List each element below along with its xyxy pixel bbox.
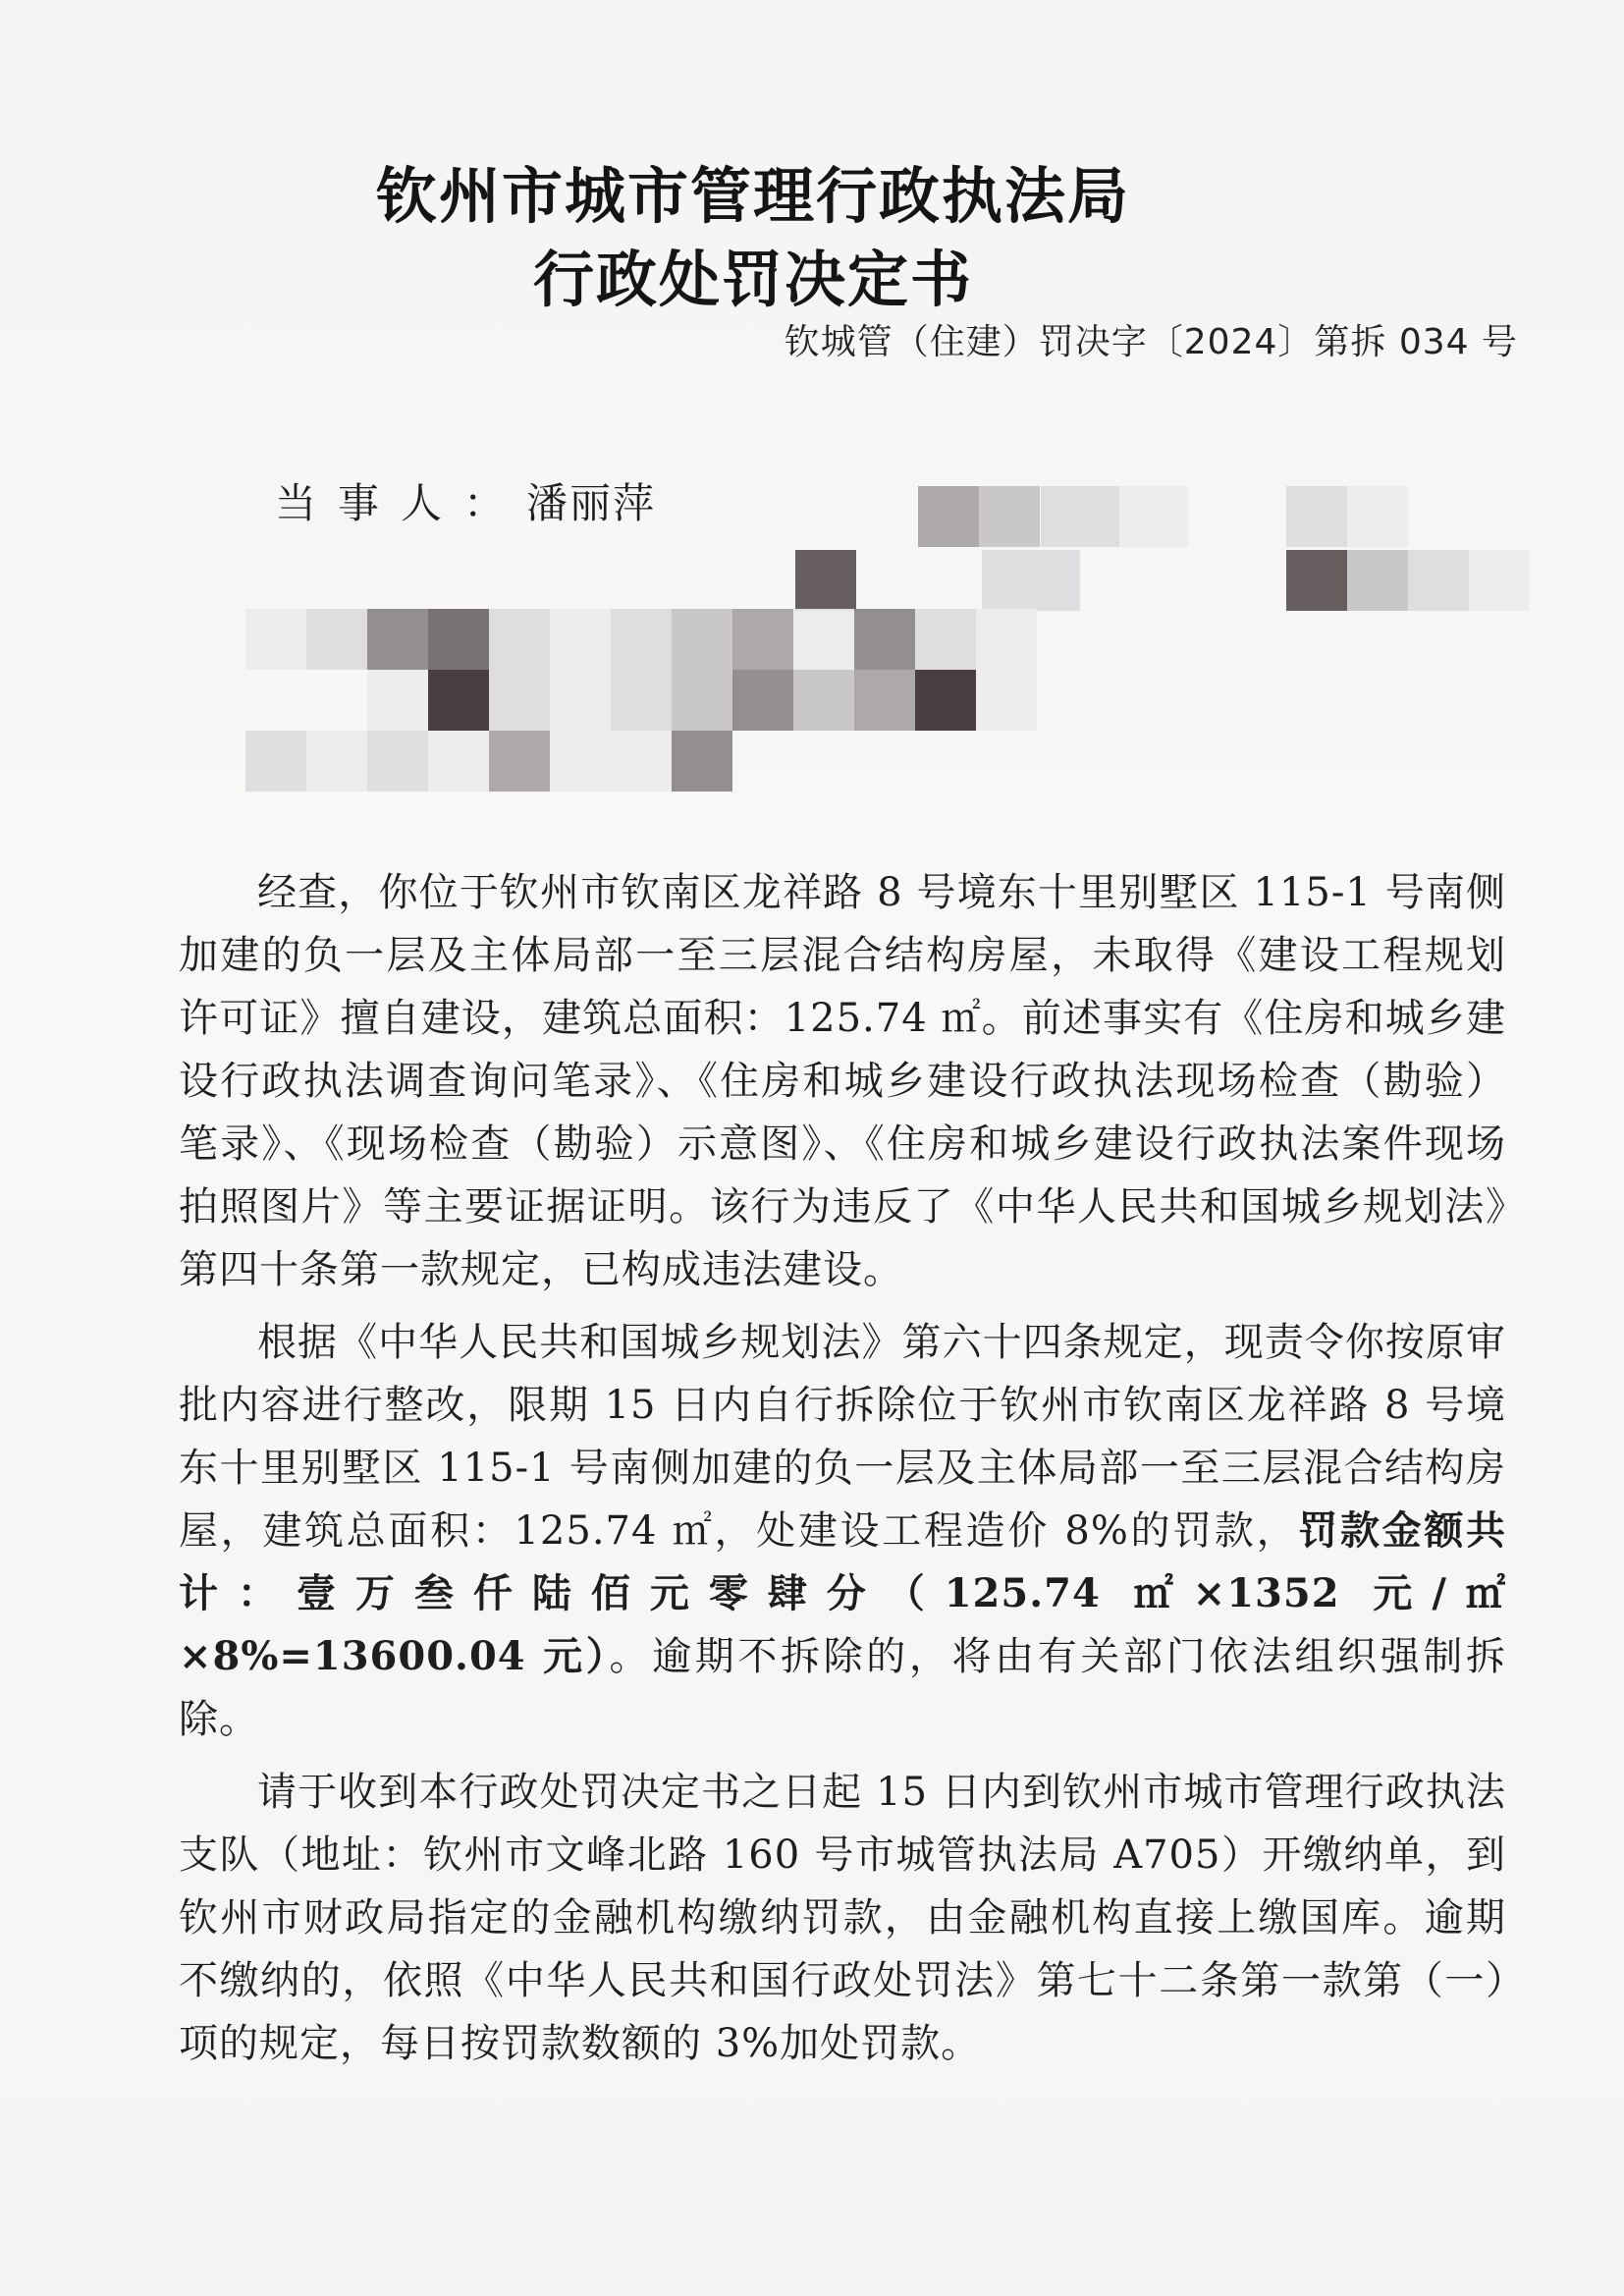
redaction-tile — [367, 731, 428, 792]
redaction-tile — [611, 670, 672, 731]
document-subtitle: 行政处罚决定书 — [532, 244, 973, 315]
redaction-tile — [245, 731, 306, 792]
redaction-tile — [915, 609, 976, 670]
redaction-tile — [793, 609, 854, 670]
redaction-tile — [979, 486, 1040, 547]
party-label: 当事人： — [275, 479, 527, 527]
document-body — [179, 861, 1506, 2085]
decision-text-end: 。逾期不拆除的，将由有关部门依法组织强制拆除。 — [179, 1634, 1507, 1742]
redaction-tile — [854, 609, 915, 670]
fine-amount: 罚款金额共计：壹万叁仟陆佰元零肆分（125.74 ㎡×1352 元/㎡×8%=13600.04 元） — [179, 1507, 1506, 1679]
paragraph-findings: 经查，你位于钦州市钦南区龙祥路 8 号境东十里别墅区 115-1 号南侧加建的负一层及主体局部一至三层混合结构房屋，未取得《建设工程规划许可证》擅自建设，建筑总面积：125.74 ㎡。前述事实有《住房和城乡建设行政执法调查询问笔录》、《住房和城乡建设行政执法现场检查（勘验）笔录》、《现场检查（勘验）示意图》、《住房和城乡建设行政执法案件现场拍照图片》等主要证据证明。该行为违反了《中华人民共和国城乡规划法》第四十条第一款规定，已构成违法建设。 — [179, 870, 1506, 1292]
redaction-tile — [489, 670, 550, 731]
redaction-tile — [489, 731, 550, 792]
redaction-tile — [732, 609, 793, 670]
redaction-tile — [1347, 486, 1408, 547]
redaction-tile — [1469, 550, 1530, 611]
redaction-tile — [795, 550, 856, 611]
redaction-tile — [550, 731, 611, 792]
paragraph-payment: 请于收到本行政处罚决定书之日起 15 日内到钦州市城市管理行政执法支队（地址：钦州市文峰北路 160 号市城管执法局 A705）开缴纳单，到钦州市财政局指定的金融机构缴纳罚款，由金融机构直接上缴国库。逾期不缴纳的，依照《中华人民共和国行政处罚法》第七十二条第一款第（一）项的规定，每日按罚款数额的 3%加处罚款。 — [179, 1770, 1506, 2066]
redaction-tile — [611, 609, 672, 670]
redaction-tile — [982, 550, 1080, 611]
redaction-tile — [428, 670, 489, 731]
redaction-tile — [306, 609, 367, 670]
redaction-tile — [1286, 486, 1347, 547]
redaction-tile — [1041, 486, 1119, 547]
redaction-tile — [976, 670, 1037, 731]
redaction-tile — [915, 670, 976, 731]
redaction-tile — [732, 670, 793, 731]
redaction-tile — [550, 670, 611, 731]
document-number: 钦城管（住建）罚决字〔2024〕第拆 034 号 — [784, 322, 1518, 362]
paragraph-decision — [179, 1311, 1506, 1751]
redaction-tile — [976, 609, 1037, 670]
redaction-tile — [854, 670, 915, 731]
redaction-tile — [672, 731, 732, 792]
redaction-tile — [672, 609, 732, 670]
redaction-tile — [1347, 550, 1408, 611]
redaction-tile — [428, 609, 489, 670]
redaction-tile — [367, 609, 428, 670]
redaction-tile — [918, 486, 979, 547]
redaction-tile — [367, 670, 428, 731]
redaction-tile — [1408, 550, 1469, 611]
redaction-tile — [306, 731, 367, 792]
document-title: 钦州市城市管理行政执法局 — [375, 160, 1130, 232]
redaction-tile — [672, 670, 732, 731]
party-line — [275, 471, 656, 530]
redaction-tile — [489, 609, 550, 670]
party-name: 潘丽萍 — [526, 479, 657, 527]
redaction-tile — [611, 731, 672, 792]
redaction-tile — [550, 609, 611, 670]
decision-text: 根据《中华人民共和国城乡规划法》第六十四条规定，现责令你按原审批内容进行整改，限期 15 日内自行拆除位于钦州市钦南区龙祥路 8 号境东十里别墅区 115-1 号南侧加建的负一层及主体局部一至三层混合结构房屋，建筑总面积：125.74 ㎡，处建设工程造价 8%的罚款， — [179, 1320, 1506, 1554]
redaction-tile — [245, 609, 306, 670]
redaction-tile — [428, 731, 489, 792]
redaction-tile — [1286, 550, 1347, 611]
redaction-tile — [1119, 486, 1188, 547]
redaction-tile — [793, 670, 854, 731]
